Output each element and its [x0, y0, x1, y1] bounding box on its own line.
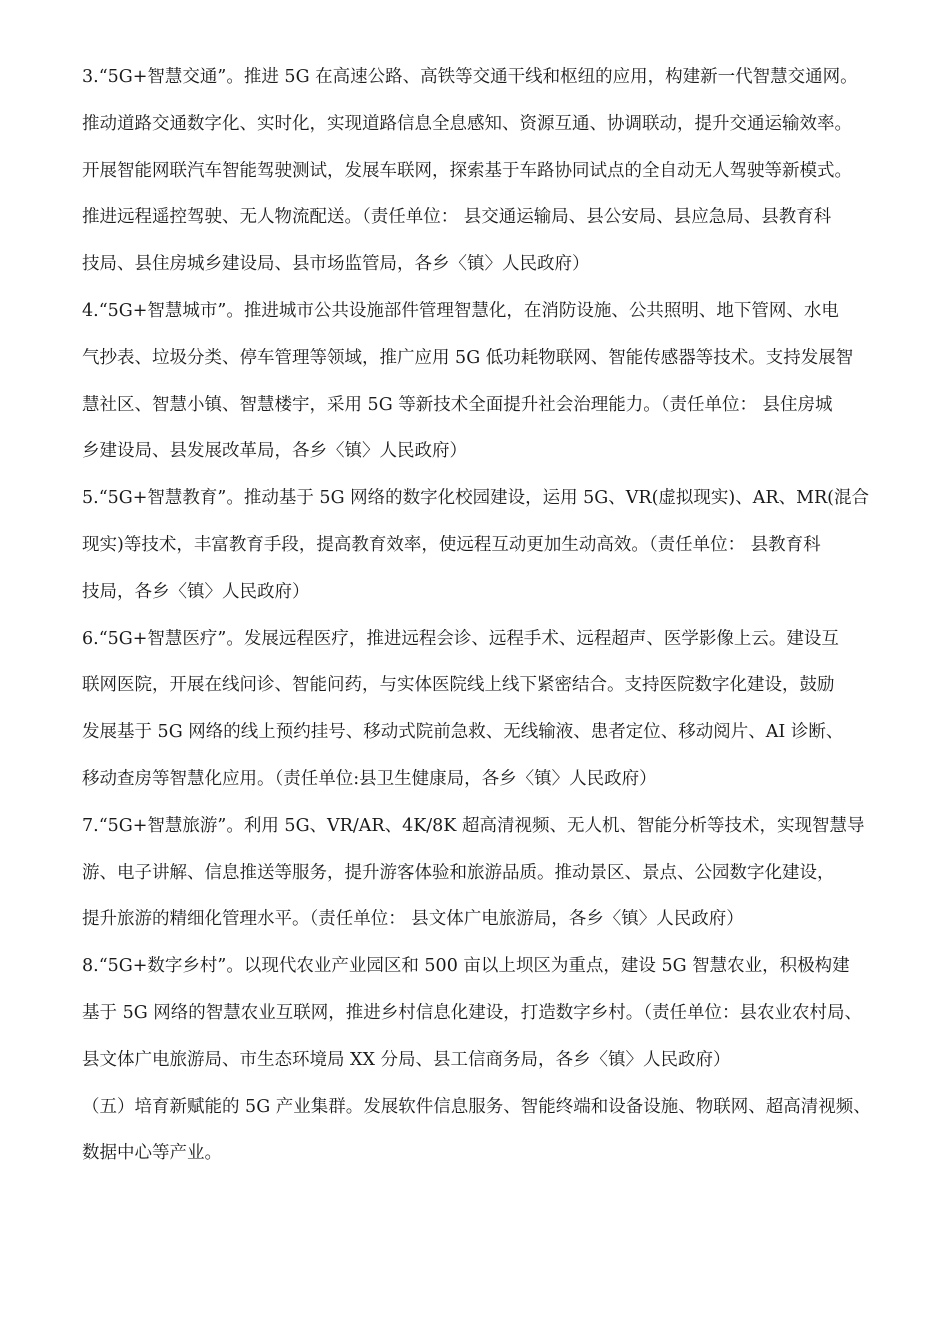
- text-line: 8.“5G+数字乡村”。以现代农业产业园区和 500 亩以上坝区为重点，建设 5G 智慧农业，积极构建: [82, 956, 850, 977]
- paragraph-item-6-smart-healthcare: [82, 622, 882, 809]
- text-line: 推进远程遥控驾驶、无人物流配送。（责任单位： 县交通运输局、县公安局、县应急局、县教育科: [82, 207, 832, 228]
- paragraph-item-7-smart-tourism: [82, 809, 882, 949]
- paragraph-item-4-smart-city: [82, 294, 882, 481]
- text-line: 6.“5G+智慧医疗”。发展远程医疗，推进远程会诊、远程手术、远程超声、医学影像上云。建设互: [82, 628, 839, 649]
- text-line: 基于 5G 网络的智慧农业互联网，推进乡村信息化建设，打造数字乡村。（责任单位：县农业农村局、: [82, 1002, 862, 1023]
- text-line: 开展智能网联汽车智能驾驶测试，发展车联网，探索基于车路协同试点的全自动无人驾驶等新模式。: [82, 160, 852, 181]
- text-line: 数据中心等产业。: [82, 1143, 222, 1164]
- paragraph-section-5-industry-cluster: [82, 1090, 882, 1184]
- text-line: 7.“5G+智慧旅游”。利用 5G、VR/AR、4K/8K 超高清视频、无人机、智能分析等技术，实现智慧导: [82, 815, 865, 836]
- paragraph-item-8-digital-village: [82, 949, 882, 1089]
- paragraph-item-5-smart-education: [82, 481, 882, 621]
- text-line: 4.“5G+智慧城市”。推进城市公共设施部件管理智慧化，在消防设施、公共照明、地下管网、水电: [82, 300, 839, 321]
- text-line: 发展基于 5G 网络的线上预约挂号、移动式院前急救、无线输液、患者定位、移动阅片、AI 诊断、: [82, 722, 844, 743]
- text-line: 移动查房等智慧化应用。（责任单位:县卫生健康局，各乡〈镇〉人民政府）: [82, 768, 657, 789]
- text-line: 气抄表、垃圾分类、停车管理等领域，推广应用 5G 低功耗物联网、智能传感器等技术。支持发展智: [82, 347, 854, 368]
- text-line: 推动道路交通数字化、实时化，实现道路信息全息感知、资源互通、协调联动，提升交通运输效率。: [82, 113, 852, 134]
- text-line: 5.“5G+智慧教育”。推动基于 5G 网络的数字化校园建设，运用 5G、VR(虚拟现实)、AR、MR(混合: [82, 488, 869, 509]
- document-body: [82, 60, 882, 1183]
- text-line: （五）培育新赋能的 5G 产业集群。发展软件信息服务、智能终端和设备设施、物联网、超高清视频、: [82, 1096, 871, 1117]
- text-line: 提升旅游的精细化管理水平。（责任单位： 县文体广电旅游局，各乡〈镇〉人民政府）: [82, 909, 744, 930]
- paragraph-item-3-smart-transport: [82, 60, 882, 294]
- text-line: 技局、县住房城乡建设局、县市场监管局，各乡〈镇〉人民政府）: [82, 254, 590, 275]
- text-line: 县文体广电旅游局、市生态环境局 XX 分局、县工信商务局，各乡〈镇〉人民政府）: [82, 1049, 731, 1070]
- text-line: 联网医院，开展在线问诊、智能问药，与实体医院线上线下紧密结合。支持医院数字化建设，鼓励: [82, 675, 835, 696]
- text-line: 慧社区、智慧小镇、智慧楼宇，采用 5G 等新技术全面提升社会治理能力。（责任单位： 县住房城: [82, 394, 833, 415]
- text-line: 3.“5G+智慧交通”。推进 5G 在高速公路、高铁等交通干线和枢纽的应用，构建新一代智慧交通网。: [82, 67, 858, 87]
- text-line: 乡建设局、县发展改革局，各乡〈镇〉人民政府）: [82, 441, 467, 462]
- text-line: 现实)等技术，丰富教育手段，提高教育效率，使远程互动更加生动高效。（责任单位： 县教育科: [82, 534, 821, 555]
- text-line: 技局，各乡〈镇〉人民政府）: [82, 581, 310, 602]
- text-line: 游、电子讲解、信息推送等服务，提升游客体验和旅游品质。推动景区、景点、公园数字化建设，: [82, 862, 835, 883]
